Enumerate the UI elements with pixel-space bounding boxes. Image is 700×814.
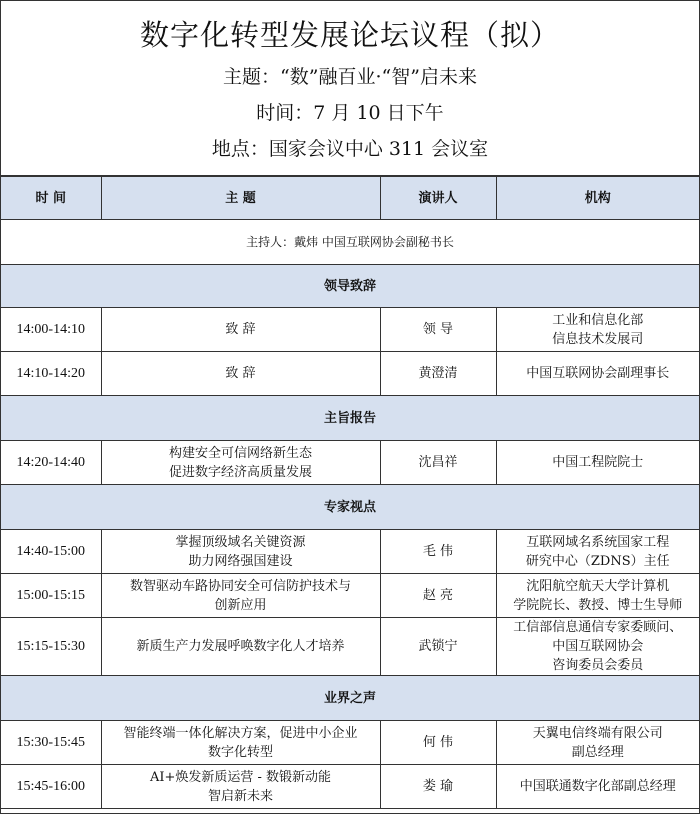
organization-line: 副总经理 bbox=[571, 744, 624, 760]
speaker-organization bbox=[496, 530, 699, 574]
organization-line: 工业和信息化部 bbox=[552, 312, 644, 328]
section-title: 主旨报告 bbox=[1, 396, 699, 441]
topic-line: 助力网络强国建设 bbox=[188, 553, 293, 569]
column-header-speaker: 演讲人 bbox=[380, 177, 496, 220]
speaker-organization bbox=[496, 352, 699, 396]
host-row bbox=[1, 220, 699, 265]
topic-line: 促进数字经济高质量发展 bbox=[168, 464, 312, 480]
column-header-org: 机构 bbox=[496, 177, 699, 220]
organization-line: 学院院长、教授、博士生导师 bbox=[513, 597, 683, 613]
organization-line: 工信部信息通信专家委顾问、 bbox=[513, 620, 683, 635]
session-topic bbox=[101, 721, 380, 765]
organization-line: 互联网域名系统国家工程 bbox=[526, 534, 670, 550]
speaker-organization bbox=[496, 308, 699, 352]
organization-line: 中国互联网协会副理事长 bbox=[526, 366, 670, 381]
session-speaker: 领 导 bbox=[380, 308, 496, 352]
section-row bbox=[1, 265, 699, 308]
topic-line: 智启新未来 bbox=[207, 788, 273, 804]
table-row bbox=[1, 574, 699, 618]
section-row bbox=[1, 396, 699, 441]
session-time: 14:00-14:10 bbox=[1, 308, 101, 352]
organization-line: 中国工程院院士 bbox=[552, 455, 644, 470]
agenda-theme: 主题：“数”融百业·“智”启未来 bbox=[223, 66, 477, 88]
session-time: 15:15-15:30 bbox=[1, 618, 101, 676]
session-topic bbox=[101, 574, 380, 618]
topic-line: 掌握顶级域名关键资源 bbox=[175, 534, 306, 550]
speaker-organization bbox=[496, 574, 699, 618]
organization-line: 信息技术发展司 bbox=[552, 331, 644, 347]
topic-line: 致 辞 bbox=[225, 322, 256, 337]
agenda-table bbox=[1, 176, 699, 809]
table-row bbox=[1, 765, 699, 809]
agenda-venue: 地点：国家会议中心 311 会议室 bbox=[211, 138, 489, 160]
organization-line: 沈阳航空航天大学计算机 bbox=[526, 578, 670, 594]
host-info: 主持人：戴炜 中国互联网协会副秘书长 bbox=[1, 220, 699, 265]
session-speaker: 何 伟 bbox=[380, 721, 496, 765]
session-topic bbox=[101, 530, 380, 574]
session-speaker: 娄 瑜 bbox=[380, 765, 496, 809]
session-topic bbox=[101, 352, 380, 396]
session-speaker: 赵 亮 bbox=[380, 574, 496, 618]
table-row bbox=[1, 308, 699, 352]
section-title: 领导致辞 bbox=[1, 265, 699, 308]
topic-line: 创新应用 bbox=[214, 597, 267, 613]
session-time: 15:00-15:15 bbox=[1, 574, 101, 618]
organization-line: 咨询委员会委员 bbox=[552, 658, 644, 673]
agenda-header bbox=[1, 1, 699, 176]
topic-line: 智能终端一体化解决方案，促进中小企业 bbox=[123, 725, 358, 741]
column-header-time: 时 间 bbox=[1, 177, 101, 220]
topic-line: 数字化转型 bbox=[207, 744, 273, 760]
speaker-organization bbox=[496, 441, 699, 485]
organization-line: 研究中心（ZDNS）主任 bbox=[525, 553, 670, 569]
speaker-organization bbox=[496, 618, 699, 676]
session-topic bbox=[101, 765, 380, 809]
session-time: 15:45-16:00 bbox=[1, 765, 101, 809]
session-time: 14:20-14:40 bbox=[1, 441, 101, 485]
table-row bbox=[1, 721, 699, 765]
section-row bbox=[1, 485, 699, 530]
topic-line: 致 辞 bbox=[225, 366, 256, 381]
organization-line: 中国互联网协会 bbox=[552, 639, 644, 654]
column-header-topic: 主 题 bbox=[101, 177, 380, 220]
table-row bbox=[1, 530, 699, 574]
topic-line: 新质生产力发展呼唤数字化人才培养 bbox=[136, 639, 345, 654]
topic-line: 数智驱动车路协同安全可信防护技术与 bbox=[129, 578, 351, 594]
session-time: 14:40-15:00 bbox=[1, 530, 101, 574]
table-row bbox=[1, 618, 699, 676]
speaker-organization bbox=[496, 721, 699, 765]
session-time: 14:10-14:20 bbox=[1, 352, 101, 396]
section-row bbox=[1, 676, 699, 721]
session-topic bbox=[101, 441, 380, 485]
table-row bbox=[1, 352, 699, 396]
session-time: 15:30-15:45 bbox=[1, 721, 101, 765]
organization-line: 中国联通数字化部副总经理 bbox=[519, 779, 676, 794]
table-header-row bbox=[1, 177, 699, 220]
session-speaker: 黄澄清 bbox=[380, 352, 496, 396]
section-title: 业界之声 bbox=[1, 676, 699, 721]
speaker-organization bbox=[496, 765, 699, 809]
session-speaker: 毛 伟 bbox=[380, 530, 496, 574]
agenda-title: 数字化转型发展论坛议程（拟） bbox=[139, 18, 560, 52]
session-speaker: 武锁宁 bbox=[380, 618, 496, 676]
session-topic bbox=[101, 308, 380, 352]
organization-line: 天翼电信终端有限公司 bbox=[532, 725, 663, 741]
section-title: 专家视点 bbox=[1, 485, 699, 530]
agenda-time: 时间：7 月 10 日下午 bbox=[256, 102, 444, 124]
table-row bbox=[1, 441, 699, 485]
session-topic bbox=[101, 618, 380, 676]
topic-line: AI+焕发新质运营 - 数锻新动能 bbox=[149, 769, 332, 785]
topic-line: 构建安全可信网络新生态 bbox=[168, 445, 312, 461]
session-speaker: 沈昌祥 bbox=[380, 441, 496, 485]
